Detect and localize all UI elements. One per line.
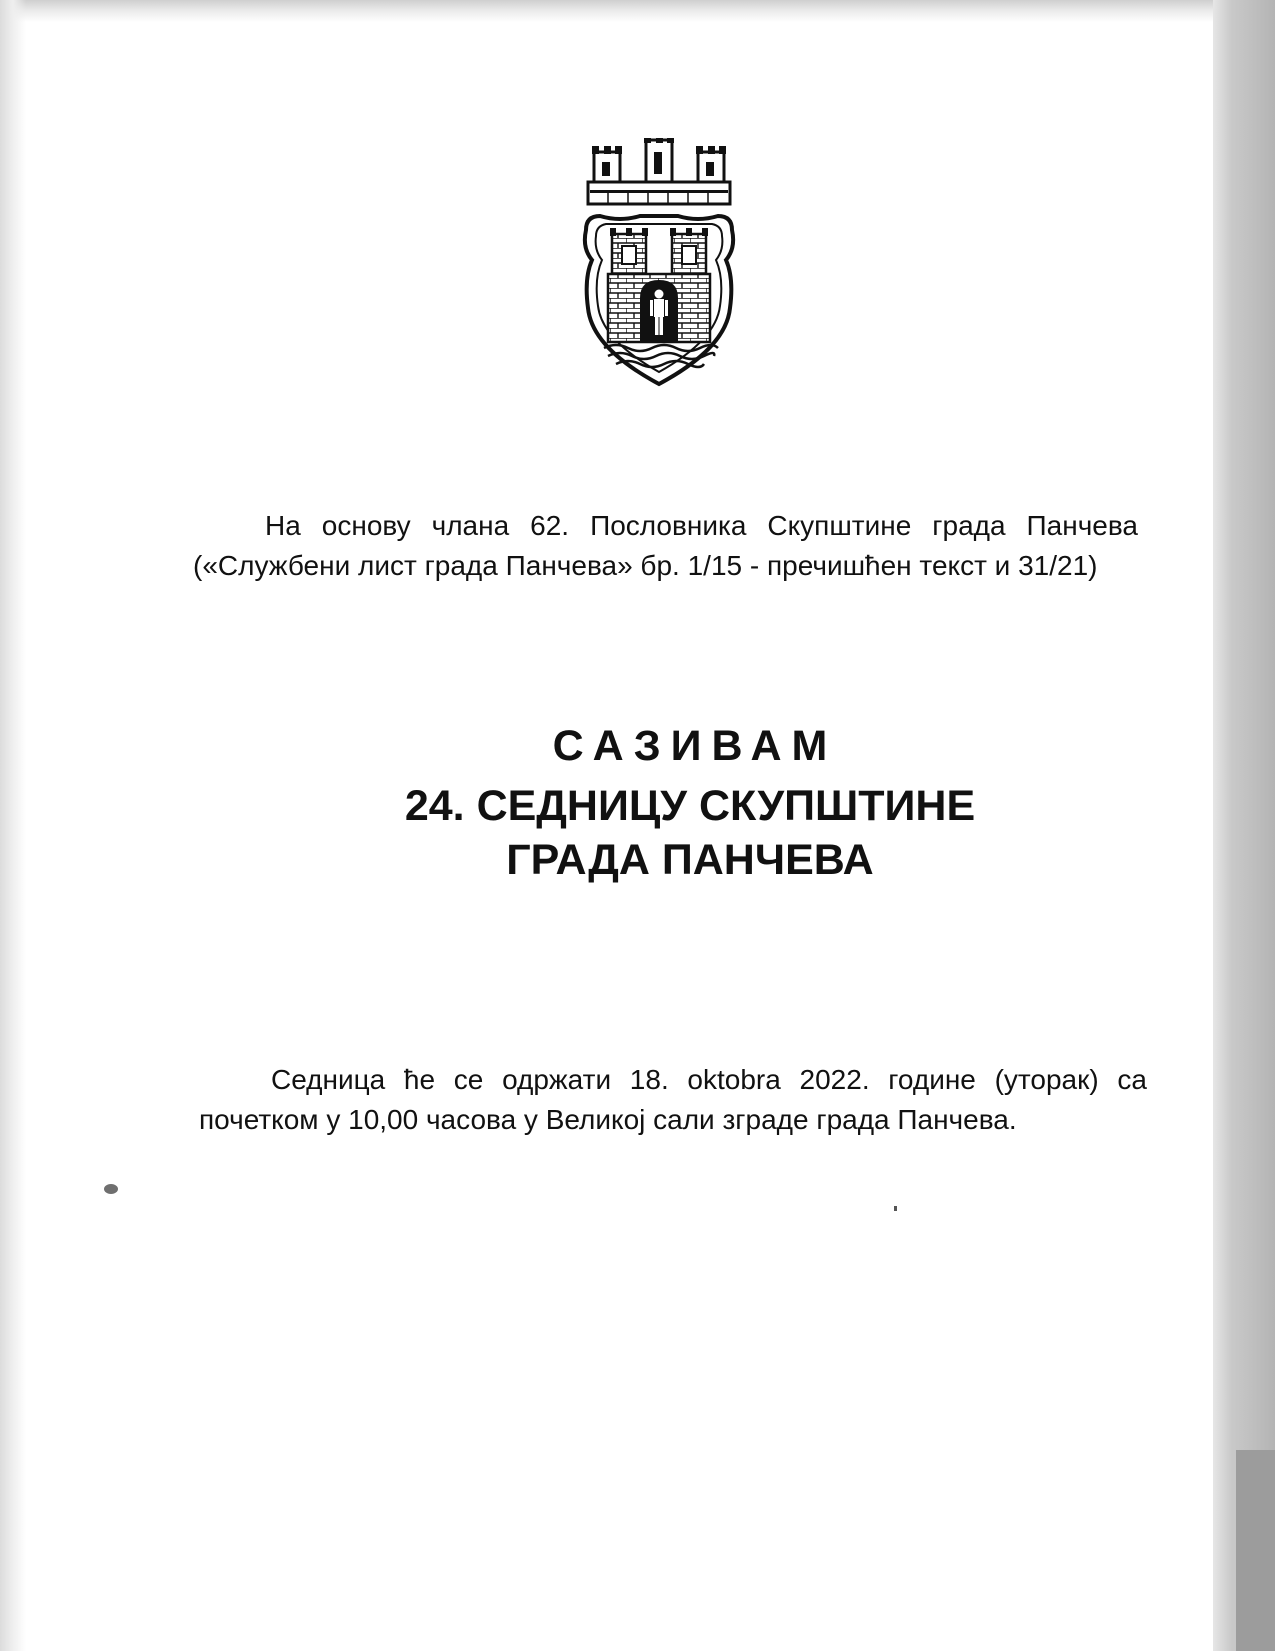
heading-session: 24. СЕДНИЦУ СКУПШТИНЕ [404, 782, 976, 830]
scan-edge-right [1213, 0, 1275, 1651]
intro-paragraph: На основу члана 62. Пословника Скупштине града Панчева («Службени лист града Панчева» бр. 1/15 - пречишћен текст и 31/21) [193, 510, 1138, 581]
scan-speck-small [894, 1206, 897, 1211]
coat-of-arms-icon [578, 138, 740, 388]
heading-city: ГРАДА ПАНЧЕВА [506, 836, 874, 884]
session-paragraph: Седница ће се одржати 18. oktobra 2022. године (уторак) са почетком у 10,00 часова у Великој сали зграде града Панчева. [199, 1064, 1147, 1135]
heading-convene: САЗИВАМ [552, 722, 838, 770]
scan-edge-top [0, 0, 1275, 22]
scan-edge-left [0, 0, 26, 1651]
scan-speck [104, 1184, 118, 1194]
scan-edge-right-shadow [1236, 1450, 1275, 1651]
